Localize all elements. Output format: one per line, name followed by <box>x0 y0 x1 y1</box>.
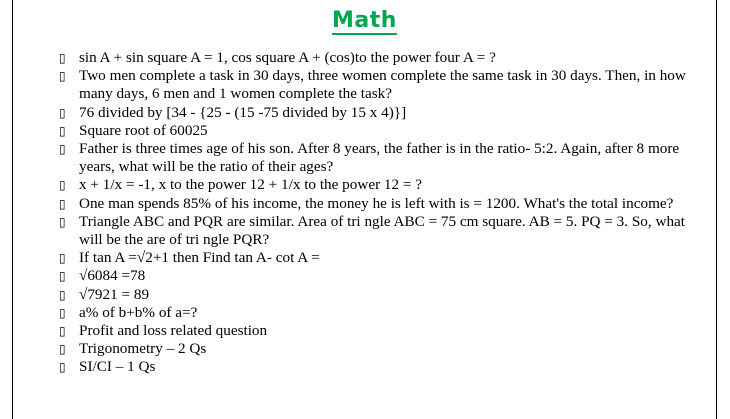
bullet-icon: ▯ <box>59 269 66 284</box>
list-item <box>59 67 689 103</box>
bullet-icon: ▯ <box>59 342 66 357</box>
list-item-text: One man spends 85% of his income, the money he is left with is = 1200. What's the total income? <box>79 194 674 212</box>
list-item <box>59 304 689 322</box>
list-item-text: x + 1/x = -1, x to the power 12 + 1/x to the power 12 = ? <box>79 176 423 194</box>
list-item <box>59 140 689 176</box>
bullet-icon: ▯ <box>59 105 66 120</box>
list-item-text: Triangle ABC and PQR are similar. Area of tri ngle ABC = 75 cm square. AB = 5. PQ = 3. So, what will be the are of tri ngle PQR? <box>79 212 686 249</box>
list-item-text: Two men complete a task in 30 days, three women complete the same task in 30 days. Then, in how many days, 6 men and 1 women complete the task? <box>79 67 686 103</box>
list-item-text: Profit and loss related question <box>79 322 268 340</box>
page-title <box>13 8 716 35</box>
list-item <box>59 340 689 358</box>
list-item <box>59 195 689 213</box>
list-item <box>59 286 689 304</box>
list-item-text: Square root of 60025 <box>79 121 208 139</box>
list-item <box>59 49 689 67</box>
bullet-icon: ▯ <box>59 305 66 320</box>
list-item <box>59 358 689 376</box>
list-item-text: a% of b+b% of a=? <box>79 303 198 321</box>
bullet-icon: ▯ <box>59 69 66 84</box>
bullet-icon: ▯ <box>59 324 66 339</box>
bullet-icon: ▯ <box>59 196 66 211</box>
list-item <box>59 104 689 122</box>
list-item-text: Father is three times age of his son. After 8 years, the father is in the ratio- 5:2. Again, after 8 more years, what will be the ratio of their ages? <box>79 140 680 176</box>
list-item <box>59 176 689 194</box>
list-item-text: 76 divided by [34 - {25 - (15 -75 divided by 15 x 4)}] <box>79 103 407 121</box>
bullet-icon: ▯ <box>59 360 66 375</box>
list-item-text: √6084 =78 <box>79 267 146 285</box>
list-item-text: sin A + sin square A = 1, cos square A + (cos)to the power four A = ? <box>79 49 496 66</box>
bullet-icon: ▯ <box>59 251 66 266</box>
list-item-text: √7921 = 89 <box>79 285 150 303</box>
bullet-icon: ▯ <box>59 178 66 193</box>
list-item <box>59 267 689 285</box>
bullet-icon: ▯ <box>59 287 66 302</box>
list-item <box>59 249 689 267</box>
page-title-text: Math <box>332 8 397 33</box>
document-page <box>12 0 717 419</box>
question-list <box>59 49 689 377</box>
list-item-text: SI/CI – 1 Qs <box>79 358 156 376</box>
list-item <box>59 122 689 140</box>
list-item <box>59 322 689 340</box>
bullet-icon: ▯ <box>59 123 66 138</box>
list-item-text: If tan A =√2+1 then Find tan A- cot A = <box>79 249 320 267</box>
bullet-icon: ▯ <box>59 214 66 229</box>
bullet-icon: ▯ <box>59 142 66 157</box>
bullet-icon: ▯ <box>59 51 66 65</box>
list-item-text: Trigonometry – 2 Qs <box>79 340 207 358</box>
list-item <box>59 213 689 249</box>
